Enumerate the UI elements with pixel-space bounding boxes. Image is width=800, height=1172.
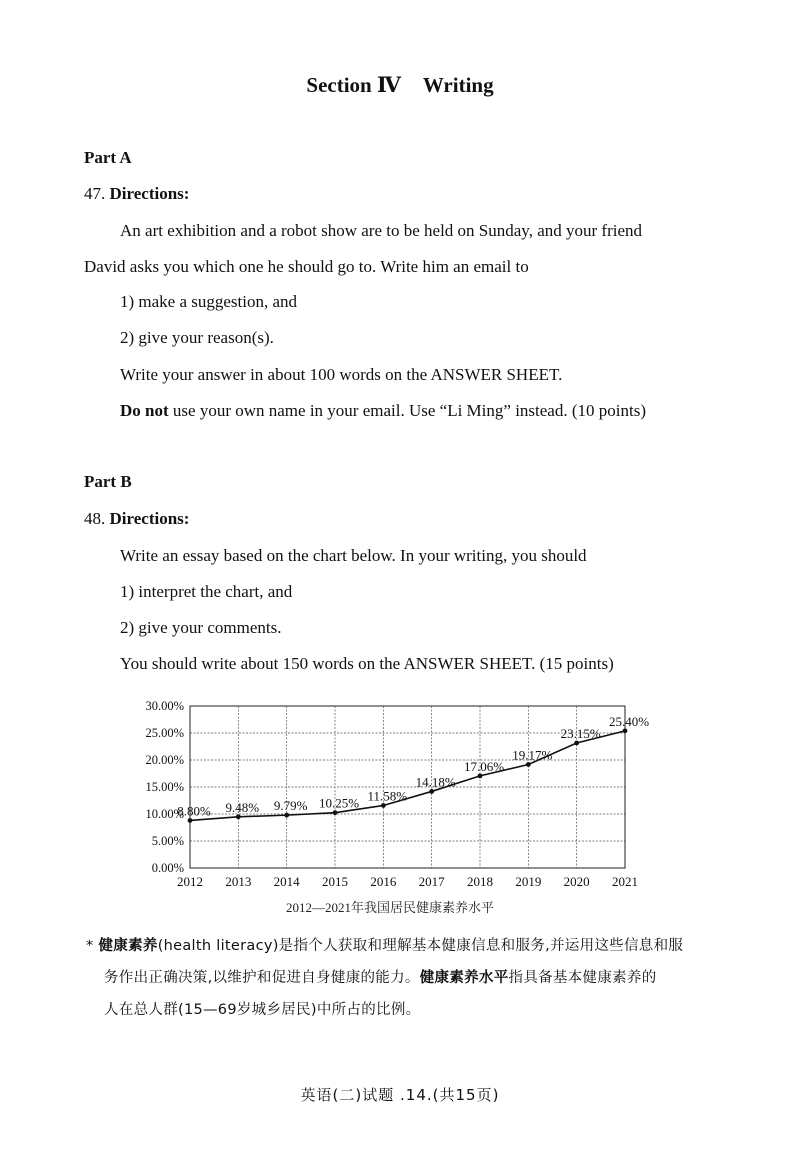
note-bold: Do not bbox=[120, 401, 169, 420]
y-tick-label: 30.00% bbox=[145, 699, 184, 713]
x-tick-label: 2012 bbox=[177, 874, 203, 889]
note-rest: use your own name in your email. Use “Li Ming” instead. (10 points) bbox=[168, 401, 646, 420]
part-b-instruction: You should write about 150 words on the ANSWER SHEET. (15 points) bbox=[120, 654, 614, 673]
data-point bbox=[381, 803, 386, 808]
data-label: 25.40% bbox=[608, 713, 650, 729]
x-tick-label: 2014 bbox=[273, 874, 300, 889]
part-a-item1: 1) make a suggestion, and bbox=[120, 292, 298, 311]
footnote-line2 bbox=[104, 966, 657, 987]
part-b-directions bbox=[84, 509, 189, 529]
part-a-item2: 2) give your reason(s). bbox=[120, 328, 274, 347]
data-point bbox=[429, 789, 434, 794]
part-b-item1: 1) interpret the chart, and bbox=[120, 582, 293, 601]
page-footer: 英语(二)试题 .14.(共15页) bbox=[300, 1086, 500, 1104]
section-title bbox=[0, 72, 800, 98]
x-tick-label: 2017 bbox=[418, 874, 445, 889]
question-number: 47. bbox=[84, 184, 106, 203]
part-a-heading: Part A bbox=[84, 148, 132, 167]
x-tick-label: 2019 bbox=[515, 874, 542, 889]
section-label: Section Ⅳ bbox=[306, 73, 401, 97]
data-point bbox=[333, 810, 338, 815]
y-tick-label: 15.00% bbox=[145, 780, 184, 794]
footnote-term: 健康素养 bbox=[98, 938, 158, 954]
footnote-line2-a: 务作出正确决策,以维护和促进自身健康的能力。 bbox=[104, 970, 420, 986]
y-tick-label: 20.00% bbox=[145, 753, 184, 767]
data-label: 9.79% bbox=[273, 798, 308, 814]
data-point bbox=[478, 773, 483, 778]
part-b-item2: 2) give your comments. bbox=[120, 618, 282, 637]
y-tick-label: 25.00% bbox=[145, 726, 184, 740]
x-tick-label: 2013 bbox=[225, 874, 252, 889]
x-tick-label: 2015 bbox=[322, 874, 348, 889]
footnote-line2-b: 指具备基本健康素养的 bbox=[508, 970, 657, 986]
directions-label: Directions: bbox=[109, 184, 190, 203]
y-tick-label: 0.00% bbox=[151, 861, 184, 875]
question-number: 48. bbox=[84, 509, 106, 528]
x-tick-label: 2018 bbox=[467, 874, 493, 889]
data-label: 23.15% bbox=[560, 725, 601, 741]
data-point bbox=[188, 818, 193, 823]
data-point bbox=[623, 728, 628, 733]
section-name: Writing bbox=[422, 73, 494, 97]
data-label: 17.06% bbox=[463, 758, 505, 774]
data-label: 8.80% bbox=[177, 803, 211, 819]
part-a-line2: David asks you which one he should go to. Write him an email to bbox=[84, 257, 529, 276]
footnote-line1 bbox=[86, 934, 683, 955]
chart-title: 2012—2021年我国居民健康素养水平 bbox=[285, 900, 495, 915]
part-a-note bbox=[120, 401, 646, 421]
data-point bbox=[236, 814, 241, 819]
part-a-line1: An art exhibition and a robot show are to be held on Sunday, and your friend bbox=[120, 221, 642, 240]
data-label: 19.17% bbox=[512, 747, 553, 763]
y-tick-label: 10.00% bbox=[145, 807, 184, 821]
data-label: 14.18% bbox=[415, 774, 456, 790]
data-label: 11.58% bbox=[367, 788, 408, 804]
footnote-line1-text: (health literacy)是指个人获取和理解基本健康信息和服务,并运用这些信息和服 bbox=[157, 938, 684, 954]
data-label: 9.48% bbox=[225, 799, 260, 815]
y-tick-label: 5.00% bbox=[151, 834, 184, 848]
part-a-instruction: Write your answer in about 100 words on the ANSWER SHEET. bbox=[120, 365, 563, 384]
x-tick-label: 2016 bbox=[370, 874, 397, 889]
footnote-marker: * bbox=[86, 938, 94, 954]
data-label: 10.25% bbox=[318, 795, 360, 811]
data-point bbox=[284, 813, 289, 818]
x-tick-label: 2020 bbox=[563, 874, 590, 889]
footnote-line3: 人在总人群(15—69岁城乡居民)中所占的比例。 bbox=[104, 1002, 421, 1018]
part-a-directions bbox=[84, 184, 189, 204]
x-tick-label: 2021 bbox=[612, 874, 638, 889]
data-point bbox=[574, 741, 579, 746]
footnote-line2-bold: 健康素养水平 bbox=[419, 970, 509, 986]
data-point bbox=[526, 762, 531, 767]
health-literacy-chart bbox=[120, 690, 660, 920]
directions-label: Directions: bbox=[109, 509, 190, 528]
part-b-heading: Part B bbox=[84, 472, 132, 491]
part-b-line1: Write an essay based on the chart below. In your writing, you should bbox=[120, 546, 587, 565]
